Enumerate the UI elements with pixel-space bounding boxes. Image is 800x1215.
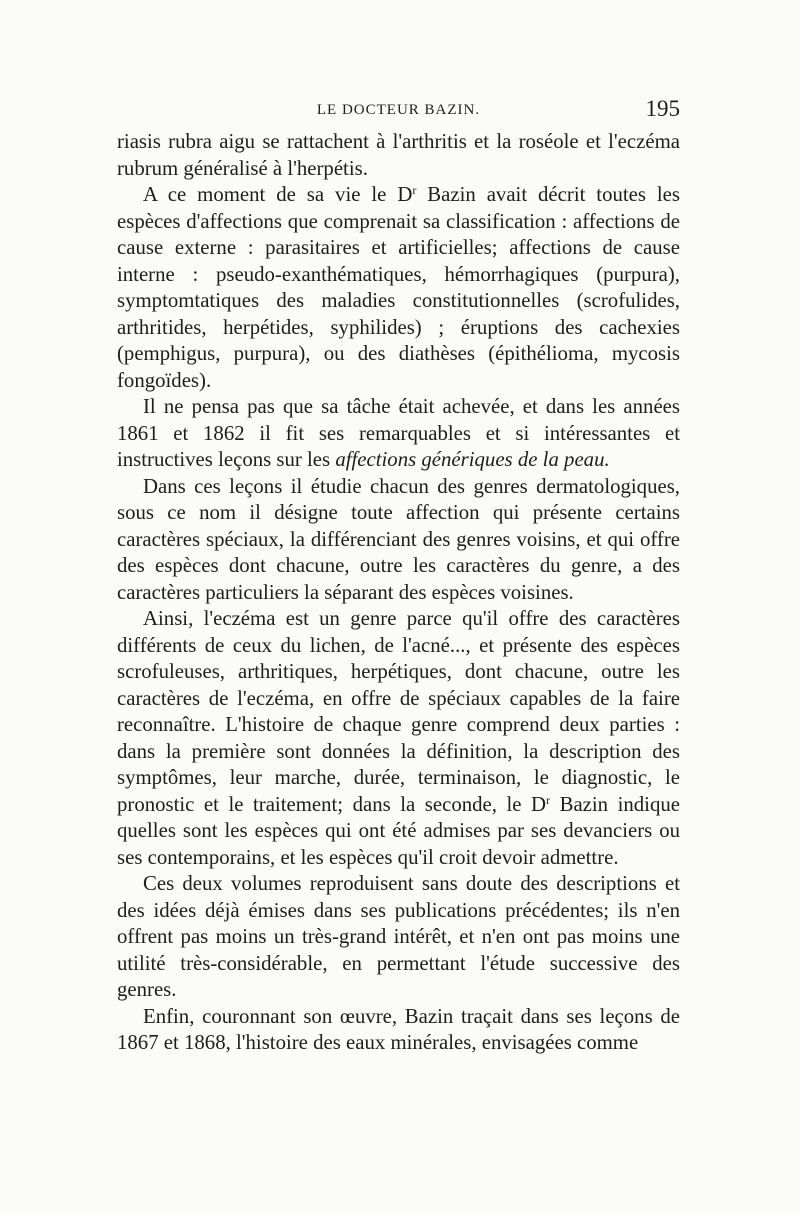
- superscript-r: r: [412, 183, 417, 197]
- paragraph-1: riasis rubra aigu se rattachent à l'arthritis et la roséole et l'eczéma rubrum généralisé à l'herpétis.: [117, 130, 680, 180]
- paragraph-5: [117, 606, 680, 871]
- paragraph-3-part-a: Il ne pensa pas que sa tâche était achevée, et dans les années 1861 et 1862 il fit ses remarquables et si intéressantes et instructives leçons sur les: [117, 395, 680, 471]
- paragraph-5-part-a: Ainsi, l'eczéma est un genre parce qu'il offre des caractères différents de ceux du lichen, de l'acné..., et présente des espèces scrofuleuses, arthritiques, herpétiques, dont chacune, outre les caractères de l'eczéma, en offre de spéciaux capables de la faire reconnaître. L'histoire de chaque genre comprend deux parties : dans la première sont données la définition, la description des symptômes, leur marche, durée, terminaison, le diagnostic, le pronostic et le traitement; dans la seconde, le D: [117, 607, 680, 816]
- running-head: LE DOCTEUR BAZIN.: [316, 102, 481, 118]
- paragraph-2-part-a: A ce moment de sa vie le D: [143, 183, 413, 206]
- italic-title: affections génériques de la peau.: [335, 448, 610, 471]
- paragraph-6: Ces deux volumes reproduisent sans doute des descriptions et des idées déjà émises dans ses publications précédentes; ils n'en offrent pas moins un très-grand intérêt, et n'en ont pas moins une utilité très-considérable, en permettant l'étude successive des genres.: [117, 872, 680, 1001]
- page-header: [117, 96, 680, 120]
- body-text: [117, 129, 680, 1057]
- paragraph-4: Dans ces leçons il étudie chacun des genres dermatologiques, sous ce nom il désigne toute affection qui présente certains caractères spéciaux, la différenciant des genres voisins, et qui offre des espèces dont chacune, outre les caractères du genre, a des caractères particuliers la séparant des espèces voisines.: [117, 474, 680, 604]
- paragraph-2: [117, 182, 680, 394]
- paragraph-2-part-b: Bazin avait décrit toutes les espèces d'affections que comprenait sa classification : affections de cause externe : parasitaires et artificielles; affections de cause interne : pseudo-exanthématiques, hémorrhagiques (purpura), symptomtatiques des maladies constitutionnelles (scrofulides, arthritides, herpétides, syphilides) ; éruptions des cachexies (pemphigus, purpura), ou des diathèses (épithélioma, mycosis fongoïdes).: [117, 183, 680, 392]
- paragraph-7: Enfin, couronnant son œuvre, Bazin traçait dans ses leçons de 1867 et 1868, l'histoire des eaux minérales, envisagées comme: [117, 1004, 680, 1054]
- superscript-r: r: [546, 792, 551, 807]
- page-number: 195: [645, 96, 680, 121]
- paragraph-3: [117, 394, 680, 474]
- paragraph-5-part-b: Bazin indique quelles sont les espèces qui ont été admises par ses devanciers ou ses contemporains, et les espèces qu'il croit devoir admettre.: [117, 792, 680, 869]
